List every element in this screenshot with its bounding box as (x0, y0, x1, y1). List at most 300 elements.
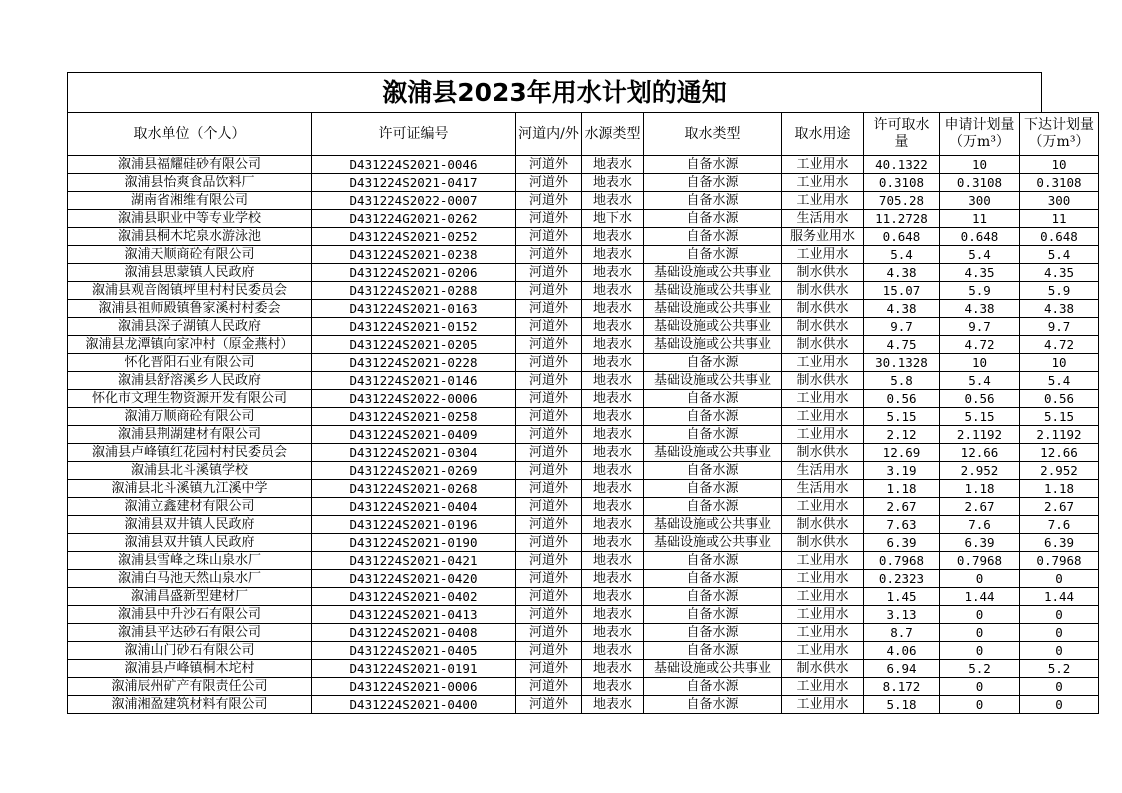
usage-cell: 服务业用水 (782, 228, 864, 246)
allowed-cell: 8.172 (864, 678, 940, 696)
issued-cell: 4.72 (1020, 336, 1099, 354)
usage-cell: 制水供水 (782, 282, 864, 300)
permit-cell: D431224S2021-0252 (312, 228, 516, 246)
river-cell: 河道外 (516, 300, 582, 318)
unit-cell: 溆浦县福耀硅砂有限公司 (68, 156, 312, 174)
issued-cell: 0 (1020, 678, 1099, 696)
permit-cell: D431224S2021-0196 (312, 516, 516, 534)
river-cell: 河道外 (516, 534, 582, 552)
river-cell: 河道外 (516, 498, 582, 516)
river-cell: 河道外 (516, 174, 582, 192)
intake-cell: 基础设施或公共事业 (644, 282, 782, 300)
river-cell: 河道外 (516, 354, 582, 372)
usage-cell: 制水供水 (782, 534, 864, 552)
intake-cell: 基础设施或公共事业 (644, 264, 782, 282)
usage-cell: 工业用水 (782, 426, 864, 444)
issued-cell: 300 (1020, 192, 1099, 210)
usage-cell: 制水供水 (782, 444, 864, 462)
issued-cell: 10 (1020, 354, 1099, 372)
applied-cell: 0.56 (940, 390, 1020, 408)
table-row (68, 678, 1099, 696)
permit-cell: D431224S2021-0006 (312, 678, 516, 696)
intake-cell: 自备水源 (644, 174, 782, 192)
applied-cell: 0.7968 (940, 552, 1020, 570)
issued-cell: 0 (1020, 696, 1099, 714)
permit-cell: D431224S2021-0404 (312, 498, 516, 516)
issued-cell: 9.7 (1020, 318, 1099, 336)
allowed-cell: 5.15 (864, 408, 940, 426)
permit-cell: D431224S2021-0238 (312, 246, 516, 264)
allowed-cell: 12.69 (864, 444, 940, 462)
river-cell: 河道外 (516, 588, 582, 606)
usage-cell: 工业用水 (782, 624, 864, 642)
river-cell: 河道外 (516, 660, 582, 678)
source-cell: 地表水 (582, 174, 644, 192)
col-header-intake: 取水类型 (644, 113, 782, 156)
permit-cell: D431224S2021-0288 (312, 282, 516, 300)
table-header (68, 113, 1099, 156)
permit-cell: D431224S2021-0413 (312, 606, 516, 624)
usage-cell: 工业用水 (782, 588, 864, 606)
river-cell: 河道外 (516, 642, 582, 660)
intake-cell: 自备水源 (644, 228, 782, 246)
intake-cell: 基础设施或公共事业 (644, 318, 782, 336)
permit-cell: D431224S2021-0420 (312, 570, 516, 588)
applied-cell: 6.39 (940, 534, 1020, 552)
applied-cell: 0 (940, 678, 1020, 696)
unit-cell: 溆浦县北斗溪镇九江溪中学 (68, 480, 312, 498)
source-cell: 地表水 (582, 642, 644, 660)
river-cell: 河道外 (516, 444, 582, 462)
col-header-usage: 取水用途 (782, 113, 864, 156)
issued-cell: 5.15 (1020, 408, 1099, 426)
allowed-cell: 5.8 (864, 372, 940, 390)
allowed-cell: 5.18 (864, 696, 940, 714)
allowed-cell: 40.1322 (864, 156, 940, 174)
allowed-cell: 11.2728 (864, 210, 940, 228)
table-row (68, 426, 1099, 444)
table-row (68, 264, 1099, 282)
issued-cell: 12.66 (1020, 444, 1099, 462)
usage-cell: 制水供水 (782, 336, 864, 354)
applied-cell: 5.15 (940, 408, 1020, 426)
issued-cell: 0.3108 (1020, 174, 1099, 192)
permit-cell: D431224S2021-0402 (312, 588, 516, 606)
permit-cell: D431224S2021-0152 (312, 318, 516, 336)
table-row (68, 606, 1099, 624)
applied-cell: 7.6 (940, 516, 1020, 534)
table-row (68, 696, 1099, 714)
applied-cell: 11 (940, 210, 1020, 228)
col-header-unit: 取水单位（个人） (68, 113, 312, 156)
permit-cell: D431224S2021-0163 (312, 300, 516, 318)
river-cell: 河道外 (516, 246, 582, 264)
applied-cell: 4.38 (940, 300, 1020, 318)
intake-cell: 自备水源 (644, 354, 782, 372)
usage-cell: 工业用水 (782, 696, 864, 714)
intake-cell: 自备水源 (644, 462, 782, 480)
allowed-cell: 0.7968 (864, 552, 940, 570)
usage-cell: 制水供水 (782, 318, 864, 336)
usage-cell: 工业用水 (782, 570, 864, 588)
usage-cell: 制水供水 (782, 300, 864, 318)
source-cell: 地表水 (582, 588, 644, 606)
unit-cell: 溆浦县荆湖建材有限公司 (68, 426, 312, 444)
source-cell: 地表水 (582, 336, 644, 354)
unit-cell: 溆浦山门砂石有限公司 (68, 642, 312, 660)
table-row (68, 498, 1099, 516)
usage-cell: 工业用水 (782, 354, 864, 372)
allowed-cell: 3.13 (864, 606, 940, 624)
unit-cell: 溆浦立鑫建材有限公司 (68, 498, 312, 516)
applied-cell: 0 (940, 642, 1020, 660)
table-row (68, 462, 1099, 480)
issued-cell: 0 (1020, 570, 1099, 588)
issued-cell: 2.67 (1020, 498, 1099, 516)
issued-cell: 6.39 (1020, 534, 1099, 552)
allowed-cell: 0.3108 (864, 174, 940, 192)
usage-cell: 生活用水 (782, 210, 864, 228)
intake-cell: 自备水源 (644, 552, 782, 570)
unit-cell: 溆浦县观音阁镇坪里村村民委员会 (68, 282, 312, 300)
source-cell: 地表水 (582, 156, 644, 174)
permit-cell: D431224S2021-0304 (312, 444, 516, 462)
issued-cell: 0 (1020, 642, 1099, 660)
intake-cell: 基础设施或公共事业 (644, 444, 782, 462)
source-cell: 地表水 (582, 534, 644, 552)
river-cell: 河道外 (516, 678, 582, 696)
applied-cell: 10 (940, 156, 1020, 174)
table-row (68, 588, 1099, 606)
applied-cell: 10 (940, 354, 1020, 372)
unit-cell: 溆浦县雪峰之珠山泉水厂 (68, 552, 312, 570)
usage-cell: 工业用水 (782, 174, 864, 192)
allowed-cell: 4.06 (864, 642, 940, 660)
permit-cell: D431224S2021-0268 (312, 480, 516, 498)
issued-cell: 4.38 (1020, 300, 1099, 318)
intake-cell: 自备水源 (644, 588, 782, 606)
river-cell: 河道外 (516, 552, 582, 570)
allowed-cell: 3.19 (864, 462, 940, 480)
table-row (68, 444, 1099, 462)
river-cell: 河道外 (516, 462, 582, 480)
usage-cell: 制水供水 (782, 516, 864, 534)
applied-cell: 2.67 (940, 498, 1020, 516)
permit-cell: D431224S2021-0228 (312, 354, 516, 372)
usage-cell: 工业用水 (782, 246, 864, 264)
river-cell: 河道外 (516, 192, 582, 210)
intake-cell: 基础设施或公共事业 (644, 660, 782, 678)
applied-cell: 4.72 (940, 336, 1020, 354)
permit-cell: D431224S2021-0417 (312, 174, 516, 192)
col-header-permit: 许可证编号 (312, 113, 516, 156)
col-header-allowed: 许可取水量 (864, 113, 940, 156)
applied-cell: 0.648 (940, 228, 1020, 246)
river-cell: 河道外 (516, 336, 582, 354)
permit-cell: D431224S2021-0409 (312, 426, 516, 444)
source-cell: 地表水 (582, 246, 644, 264)
table-row (68, 408, 1099, 426)
river-cell: 河道外 (516, 390, 582, 408)
unit-cell: 溆浦白马池天然山泉水厂 (68, 570, 312, 588)
intake-cell: 自备水源 (644, 606, 782, 624)
intake-cell: 自备水源 (644, 624, 782, 642)
source-cell: 地表水 (582, 678, 644, 696)
table-row (68, 480, 1099, 498)
col-header-issued: 下达计划量（万m³） (1020, 113, 1099, 156)
allowed-cell: 30.1328 (864, 354, 940, 372)
table-row (68, 228, 1099, 246)
unit-cell: 溆浦县北斗溪镇学校 (68, 462, 312, 480)
col-header-river: 河道内/外 (516, 113, 582, 156)
col-header-source: 水源类型 (582, 113, 644, 156)
table-row (68, 390, 1099, 408)
river-cell: 河道外 (516, 408, 582, 426)
river-cell: 河道外 (516, 282, 582, 300)
allowed-cell: 6.39 (864, 534, 940, 552)
table-body (68, 156, 1099, 714)
source-cell: 地表水 (582, 282, 644, 300)
source-cell: 地表水 (582, 696, 644, 714)
issued-cell: 11 (1020, 210, 1099, 228)
allowed-cell: 4.75 (864, 336, 940, 354)
source-cell: 地表水 (582, 426, 644, 444)
river-cell: 河道外 (516, 210, 582, 228)
usage-cell: 生活用水 (782, 462, 864, 480)
usage-cell: 工业用水 (782, 606, 864, 624)
applied-cell: 300 (940, 192, 1020, 210)
applied-cell: 2.1192 (940, 426, 1020, 444)
source-cell: 地表水 (582, 606, 644, 624)
allowed-cell: 0.2323 (864, 570, 940, 588)
intake-cell: 基础设施或公共事业 (644, 300, 782, 318)
source-cell: 地表水 (582, 300, 644, 318)
source-cell: 地表水 (582, 390, 644, 408)
intake-cell: 自备水源 (644, 408, 782, 426)
intake-cell: 基础设施或公共事业 (644, 534, 782, 552)
allowed-cell: 5.4 (864, 246, 940, 264)
source-cell: 地表水 (582, 354, 644, 372)
unit-cell: 溆浦县职业中等专业学校 (68, 210, 312, 228)
source-cell: 地表水 (582, 228, 644, 246)
allowed-cell: 6.94 (864, 660, 940, 678)
issued-cell: 2.952 (1020, 462, 1099, 480)
unit-cell: 溆浦县龙潭镇向家冲村（原金燕村） (68, 336, 312, 354)
allowed-cell: 15.07 (864, 282, 940, 300)
applied-cell: 12.66 (940, 444, 1020, 462)
issued-cell: 1.44 (1020, 588, 1099, 606)
applied-cell: 2.952 (940, 462, 1020, 480)
permit-cell: D431224S2021-0205 (312, 336, 516, 354)
river-cell: 河道外 (516, 426, 582, 444)
unit-cell: 溆浦万顺商砼有限公司 (68, 408, 312, 426)
issued-cell: 0.648 (1020, 228, 1099, 246)
permit-cell: D431224S2022-0007 (312, 192, 516, 210)
table-row (68, 318, 1099, 336)
intake-cell: 基础设施或公共事业 (644, 372, 782, 390)
applied-cell: 9.7 (940, 318, 1020, 336)
issued-cell: 0 (1020, 624, 1099, 642)
unit-cell: 溆浦县双井镇人民政府 (68, 516, 312, 534)
intake-cell: 基础设施或公共事业 (644, 516, 782, 534)
usage-cell: 工业用水 (782, 678, 864, 696)
usage-cell: 工业用水 (782, 552, 864, 570)
source-cell: 地表水 (582, 444, 644, 462)
permit-cell: D431224S2021-0206 (312, 264, 516, 282)
intake-cell: 基础设施或公共事业 (644, 336, 782, 354)
river-cell: 河道外 (516, 156, 582, 174)
permit-cell: D431224S2021-0190 (312, 534, 516, 552)
issued-cell: 1.18 (1020, 480, 1099, 498)
unit-cell: 溆浦昌盛新型建材厂 (68, 588, 312, 606)
permit-cell: D431224S2021-0408 (312, 624, 516, 642)
source-cell: 地表水 (582, 516, 644, 534)
allowed-cell: 705.28 (864, 192, 940, 210)
permit-cell: D431224S2021-0421 (312, 552, 516, 570)
allowed-cell: 4.38 (864, 300, 940, 318)
table-row (68, 300, 1099, 318)
intake-cell: 自备水源 (644, 426, 782, 444)
table-row (68, 174, 1099, 192)
applied-cell: 0 (940, 606, 1020, 624)
river-cell: 河道外 (516, 606, 582, 624)
usage-cell: 工业用水 (782, 642, 864, 660)
unit-cell: 溆浦县舒溶溪乡人民政府 (68, 372, 312, 390)
water-plan-table (67, 112, 1099, 714)
issued-cell: 4.35 (1020, 264, 1099, 282)
source-cell: 地表水 (582, 264, 644, 282)
river-cell: 河道外 (516, 696, 582, 714)
source-cell: 地表水 (582, 408, 644, 426)
source-cell: 地表水 (582, 318, 644, 336)
unit-cell: 溆浦县桐木坨泉水游泳池 (68, 228, 312, 246)
issued-cell: 0 (1020, 606, 1099, 624)
allowed-cell: 0.648 (864, 228, 940, 246)
permit-cell: D431224S2022-0006 (312, 390, 516, 408)
issued-cell: 0.7968 (1020, 552, 1099, 570)
issued-cell: 10 (1020, 156, 1099, 174)
permit-cell: D431224S2021-0400 (312, 696, 516, 714)
issued-cell: 7.6 (1020, 516, 1099, 534)
usage-cell: 工业用水 (782, 498, 864, 516)
unit-cell: 怀化晋阳石业有限公司 (68, 354, 312, 372)
source-cell: 地下水 (582, 210, 644, 228)
river-cell: 河道外 (516, 228, 582, 246)
table-row (68, 156, 1099, 174)
table-row (68, 246, 1099, 264)
usage-cell: 制水供水 (782, 264, 864, 282)
applied-cell: 5.4 (940, 246, 1020, 264)
unit-cell: 溆浦辰州矿产有限责任公司 (68, 678, 312, 696)
river-cell: 河道外 (516, 624, 582, 642)
intake-cell: 自备水源 (644, 192, 782, 210)
unit-cell: 溆浦县祖师殿镇鲁家溪村村委会 (68, 300, 312, 318)
intake-cell: 自备水源 (644, 498, 782, 516)
intake-cell: 自备水源 (644, 678, 782, 696)
permit-cell: D431224S2021-0258 (312, 408, 516, 426)
table-row (68, 624, 1099, 642)
applied-cell: 4.35 (940, 264, 1020, 282)
allowed-cell: 1.18 (864, 480, 940, 498)
table-row (68, 372, 1099, 390)
permit-cell: D431224S2021-0046 (312, 156, 516, 174)
table-row (68, 192, 1099, 210)
table-row (68, 642, 1099, 660)
table-row (68, 516, 1099, 534)
allowed-cell: 8.7 (864, 624, 940, 642)
source-cell: 地表水 (582, 192, 644, 210)
unit-cell: 溆浦县中升沙石有限公司 (68, 606, 312, 624)
allowed-cell: 1.45 (864, 588, 940, 606)
source-cell: 地表水 (582, 552, 644, 570)
source-cell: 地表水 (582, 372, 644, 390)
applied-cell: 0 (940, 570, 1020, 588)
intake-cell: 自备水源 (644, 390, 782, 408)
applied-cell: 5.4 (940, 372, 1020, 390)
allowed-cell: 7.63 (864, 516, 940, 534)
table-row (68, 570, 1099, 588)
river-cell: 河道外 (516, 264, 582, 282)
permit-cell: D431224S2021-0405 (312, 642, 516, 660)
table-row (68, 354, 1099, 372)
table-row (68, 210, 1099, 228)
unit-cell: 溆浦县平达砂石有限公司 (68, 624, 312, 642)
river-cell: 河道外 (516, 570, 582, 588)
river-cell: 河道外 (516, 372, 582, 390)
river-cell: 河道外 (516, 480, 582, 498)
applied-cell: 5.9 (940, 282, 1020, 300)
usage-cell: 制水供水 (782, 660, 864, 678)
unit-cell: 溆浦县卢峰镇桐木坨村 (68, 660, 312, 678)
allowed-cell: 2.12 (864, 426, 940, 444)
page-title: 溆浦县2023年用水计划的通知 (67, 72, 1042, 112)
applied-cell: 0 (940, 624, 1020, 642)
intake-cell: 自备水源 (644, 210, 782, 228)
table-row (68, 336, 1099, 354)
allowed-cell: 9.7 (864, 318, 940, 336)
issued-cell: 0.56 (1020, 390, 1099, 408)
table-row (68, 534, 1099, 552)
unit-cell: 溆浦天顺商砼有限公司 (68, 246, 312, 264)
unit-cell: 怀化市文理生物资源开发有限公司 (68, 390, 312, 408)
source-cell: 地表水 (582, 624, 644, 642)
intake-cell: 自备水源 (644, 570, 782, 588)
unit-cell: 溆浦县双井镇人民政府 (68, 534, 312, 552)
river-cell: 河道外 (516, 516, 582, 534)
unit-cell: 溆浦县深子湖镇人民政府 (68, 318, 312, 336)
permit-cell: D431224S2021-0269 (312, 462, 516, 480)
permit-cell: D431224S2021-0191 (312, 660, 516, 678)
intake-cell: 自备水源 (644, 480, 782, 498)
source-cell: 地表水 (582, 498, 644, 516)
source-cell: 地表水 (582, 660, 644, 678)
unit-cell: 溆浦县卢峰镇红花园村村民委员会 (68, 444, 312, 462)
issued-cell: 5.2 (1020, 660, 1099, 678)
permit-cell: D431224S2021-0146 (312, 372, 516, 390)
col-header-applied: 申请计划量（万m³） (940, 113, 1020, 156)
unit-cell: 湖南省湘维有限公司 (68, 192, 312, 210)
allowed-cell: 4.38 (864, 264, 940, 282)
unit-cell: 溆浦县怡爽食品饮料厂 (68, 174, 312, 192)
table-row (68, 660, 1099, 678)
intake-cell: 自备水源 (644, 246, 782, 264)
allowed-cell: 0.56 (864, 390, 940, 408)
allowed-cell: 2.67 (864, 498, 940, 516)
unit-cell: 溆浦湘盈建筑材料有限公司 (68, 696, 312, 714)
table-row (68, 552, 1099, 570)
usage-cell: 生活用水 (782, 480, 864, 498)
applied-cell: 0 (940, 696, 1020, 714)
